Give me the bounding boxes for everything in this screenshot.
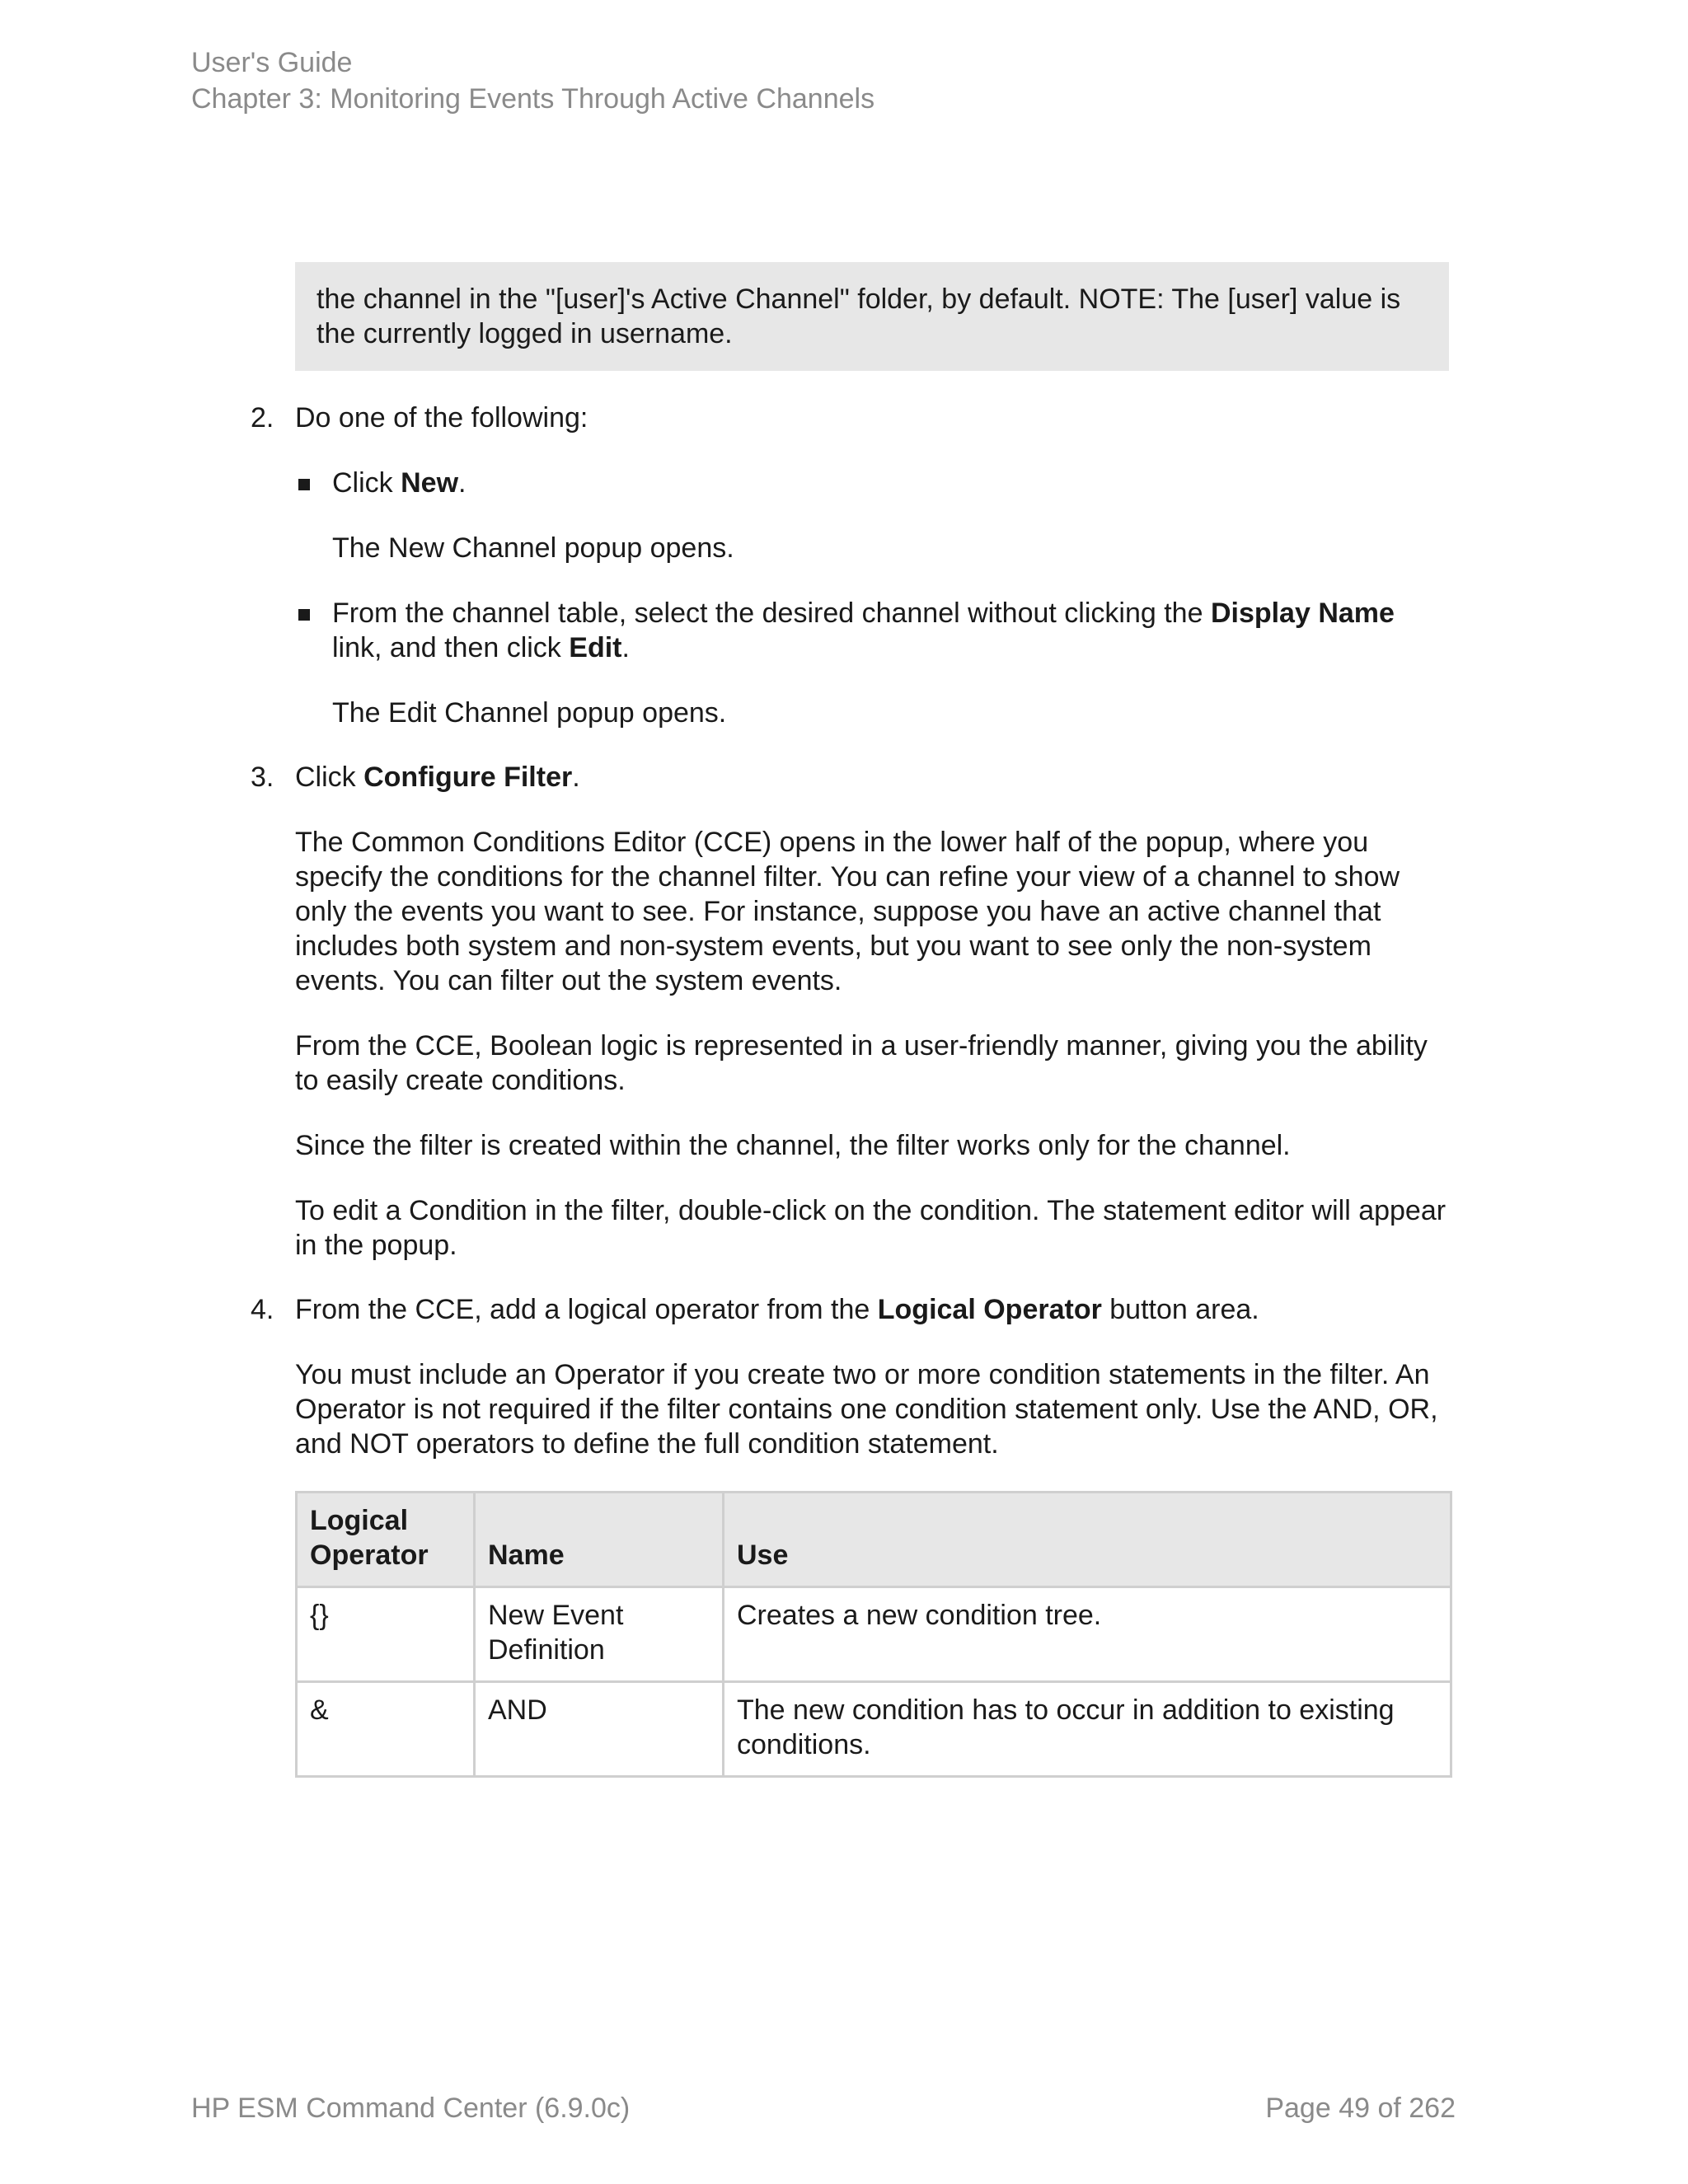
table-cell: {} — [297, 1587, 475, 1682]
paragraph: Since the filter is created within the channel, the filter works only for the channel. — [295, 1130, 1291, 1161]
square-bullet-icon — [298, 479, 310, 490]
step-2 — [251, 401, 1449, 730]
column-header: Logical Operator — [297, 1493, 475, 1587]
step-text-pre: From the CCE, add a logical operator from the — [295, 1294, 878, 1325]
ui-term-configure-filter: Configure Filter — [363, 762, 573, 793]
chapter-title: Chapter 3: Monitoring Events Through Active Channels — [191, 83, 875, 115]
table-cell: AND — [475, 1682, 724, 1777]
bullet-result: The New Channel popup opens. — [332, 532, 734, 564]
bullet-result: The Edit Channel popup opens. — [332, 697, 727, 729]
column-header: Use — [724, 1493, 1451, 1587]
table-header-row — [297, 1493, 1451, 1587]
ui-term-new: New — [401, 467, 459, 499]
step-text-post: . — [572, 762, 580, 793]
bullet-punct: . — [621, 632, 630, 663]
step-text — [295, 760, 1449, 794]
note-box — [295, 262, 1449, 371]
footer-product: HP ESM Command Center (6.9.0c) — [191, 2093, 631, 2124]
guide-title: User's Guide — [191, 47, 353, 78]
table-cell: The new condition has to occur in addition to existing conditions. — [724, 1682, 1451, 1777]
step-text: Do one of the following: — [295, 402, 588, 434]
ui-term-display-name: Display Name — [1210, 598, 1395, 629]
step-4 — [251, 1292, 1449, 1778]
paragraph: The Common Conditions Editor (CCE) opens in the lower half of the popup, where you specify the conditions for the channel filter. You can refine your view of a channel to show only the events you want to see. For instance, suppose you have an active channel that includes both system and non-system events, but you want to see only the non-system events. You can filter out the system events. — [295, 827, 1400, 996]
bullet-text: link, and then click — [332, 632, 570, 663]
logical-operator-table — [295, 1491, 1452, 1778]
table-row — [297, 1587, 1451, 1682]
bullet-text: From the channel table, select the desired channel without clicking the — [332, 598, 1211, 629]
column-header: Name — [475, 1493, 724, 1587]
step-text — [295, 1292, 1449, 1327]
paragraph: From the CCE, Boolean logic is represented in a user-friendly manner, giving you the ability to easily create conditions. — [295, 1030, 1428, 1096]
table-cell: & — [297, 1682, 475, 1777]
page-header — [191, 45, 874, 117]
footer-page-number: Page 49 of 262 — [1265, 2093, 1456, 2124]
step-3 — [251, 760, 1449, 1263]
main-content — [251, 262, 1449, 1778]
bullet-punct: . — [458, 467, 467, 499]
table-row — [297, 1682, 1451, 1777]
bullet-item-new — [295, 466, 1449, 500]
table-cell: Creates a new condition tree. — [724, 1587, 1451, 1682]
step-text-post: button area. — [1101, 1294, 1259, 1325]
ui-term-edit: Edit — [569, 632, 622, 663]
note-text: the channel in the "[user]'s Active Channel" folder, by default. NOTE: The [user] value is the currently logged in username. — [316, 284, 1401, 349]
table-cell: New Event Definition — [475, 1587, 724, 1682]
paragraph: To edit a Condition in the filter, double-click on the condition. The statement editor will appear in the popup. — [295, 1195, 1447, 1261]
ui-term-logical-operator: Logical Operator — [877, 1294, 1102, 1325]
paragraph: You must include an Operator if you create two or more condition statements in the filter. An Operator is not required if the filter contains one condition statement only. Use the AND, OR, and NOT operators to define the full condition statement. — [295, 1359, 1438, 1460]
step-text-pre: Click — [295, 762, 364, 793]
bullet-item-edit — [295, 596, 1449, 665]
bullet-text: Click — [332, 467, 401, 499]
step-number: 4. — [251, 1294, 274, 1325]
step-number: 3. — [251, 762, 274, 793]
step-number: 2. — [251, 402, 274, 434]
square-bullet-icon — [298, 609, 310, 621]
